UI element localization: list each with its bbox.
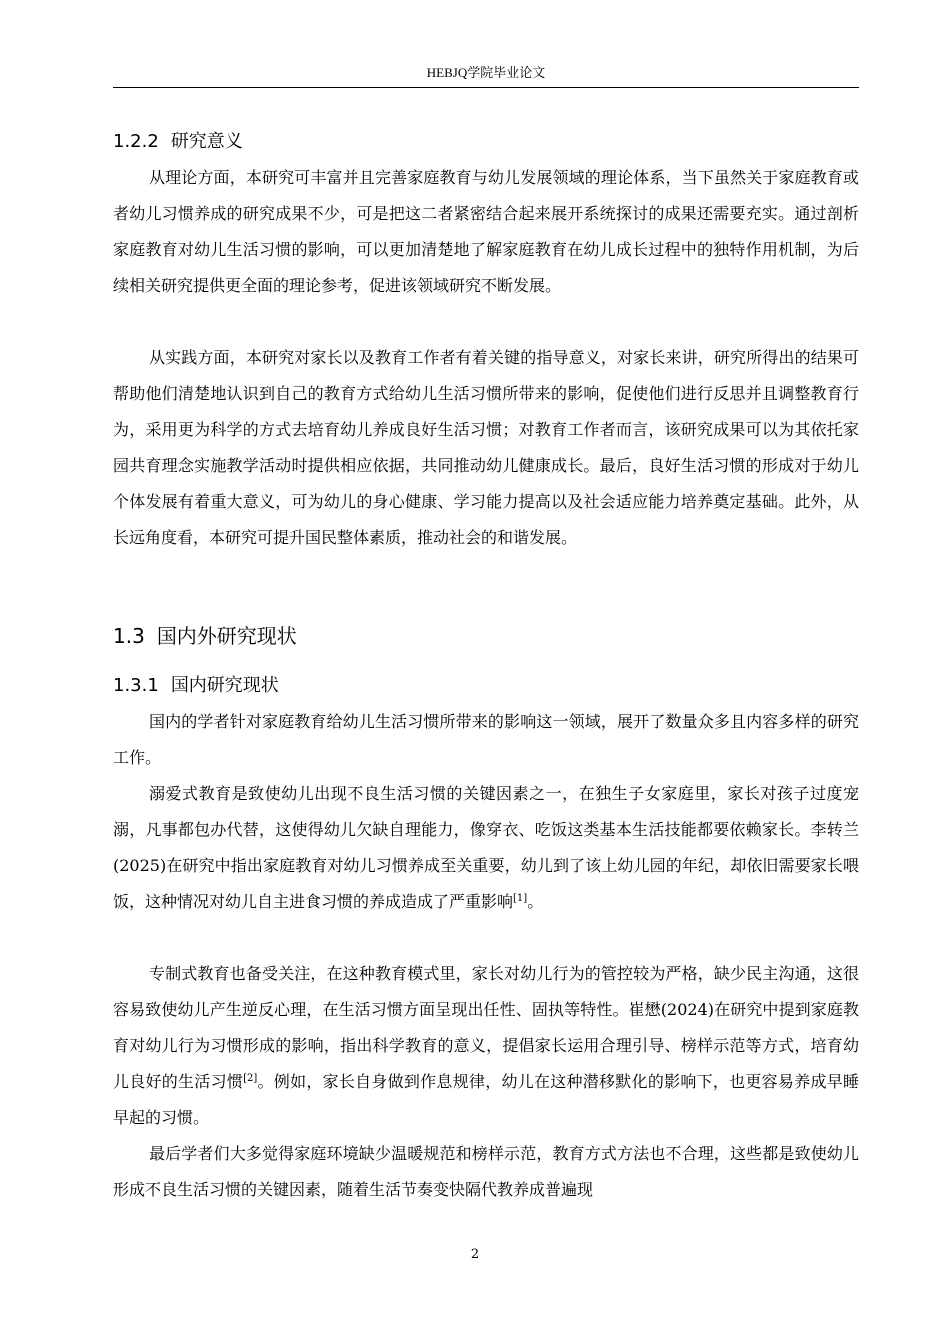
paragraph-text-tail: 。 [527, 891, 544, 911]
paragraph-text: 溺爱式教育是致使幼儿出现不良生活习惯的关键因素之一，在独生子女家庭里，家长对孩子过度宠溺，凡事都包办代替，这使得幼儿欠缺自理能力，像穿衣、吃饭这类基本生活技能都要依赖家长。李转兰(2025)在研究中指出家庭教育对幼儿习惯养成至关重要，幼儿到了该上幼儿园的年纪，却依旧需要家长喂饭，这种情况对幼儿自主进食习惯的养成造成了严重影响 [113, 784, 859, 911]
paragraph [113, 956, 859, 1136]
running-header: HEBJQ学院毕业论文 [426, 65, 546, 80]
paragraph-text: 专制式教育也备受关注，在这种教育模式里，家长对幼儿行为的管控较为严格，缺少民主沟通，这很容易致使幼儿产生逆反心理，在生活习惯方面呈现出任性、固执等特性。崔懋(2024)在研究中提到家庭教育对幼儿行为习惯形成的影响，指出科学教育的意义，提倡家长运用合理引导、榜样示范等方式，培育幼儿良好的生活习惯 [113, 964, 859, 1091]
header-rule [113, 87, 859, 88]
paragraph: 最后学者们大多觉得家庭环境缺少温暖规范和榜样示范，教育方式方法也不合理，这些都是致使幼儿形成不良生活习惯的关键因素，随着生活节奏变快隔代教养成普遍现 [113, 1144, 859, 1199]
paragraph: 国内的学者针对家庭教育给幼儿生活习惯所带来的影响这一领域，展开了数量众多且内容多样的研究工作。 [113, 712, 859, 767]
paragraph: 从理论方面，本研究可丰富并且完善家庭教育与幼儿发展领域的理论体系，当下虽然关于家庭教育或者幼儿习惯养成的研究成果不少，可是把这二者紧密结合起来展开系统探讨的成果还需要充实。通过剖析家庭教育对幼儿生活习惯的影响，可以更加清楚地了解家庭教育在幼儿成长过程中的独特作用机制，为后续相关研究提供更全面的理论参考，促进该领域研究不断发展。 [113, 168, 859, 295]
section-title: 研究意义 [170, 131, 243, 152]
citation[interactable]: [2] [243, 1072, 258, 1084]
paragraph: 从实践方面，本研究对家长以及教育工作者有着关键的指导意义，对家长来讲，研究所得出的结果可帮助他们清楚地认识到自己的教育方式给幼儿生活习惯所带来的影响，促使他们进行反思并且调整教育行为，采用更为科学的方式去培育幼儿养成良好生活习惯；对教育工作者而言，该研究成果可以为其依托家园共育理念实施教学活动时提供相应依据，共同推动幼儿健康成长。最后，良好生活习惯的形成对于幼儿个体发展有着重大意义，可为幼儿的身心健康、学习能力提高以及社会适应能力培养奠定基础。此外，从长远角度看，本研究可提升国民整体素质，推动社会的和谐发展。 [113, 348, 859, 547]
section-number: 1.3 [113, 624, 145, 648]
section-heading-1-3-1 [113, 671, 279, 697]
page-number: 2 [470, 1247, 480, 1262]
section-title: 国内外研究现状 [156, 624, 297, 648]
section-number: 1.3.1 [113, 675, 159, 696]
citation[interactable]: [1] [513, 892, 528, 904]
section-heading-1-2-2 [113, 127, 243, 153]
paragraph-text-tail: 。例如，家长自身做到作息规律，幼儿在这种潜移默化的影响下，也更容易养成早睡早起的习惯。 [113, 1071, 859, 1127]
section-heading-1-3 [113, 620, 297, 649]
paragraph [113, 776, 859, 920]
section-number: 1.2.2 [113, 131, 159, 152]
section-title: 国内研究现状 [170, 675, 279, 696]
